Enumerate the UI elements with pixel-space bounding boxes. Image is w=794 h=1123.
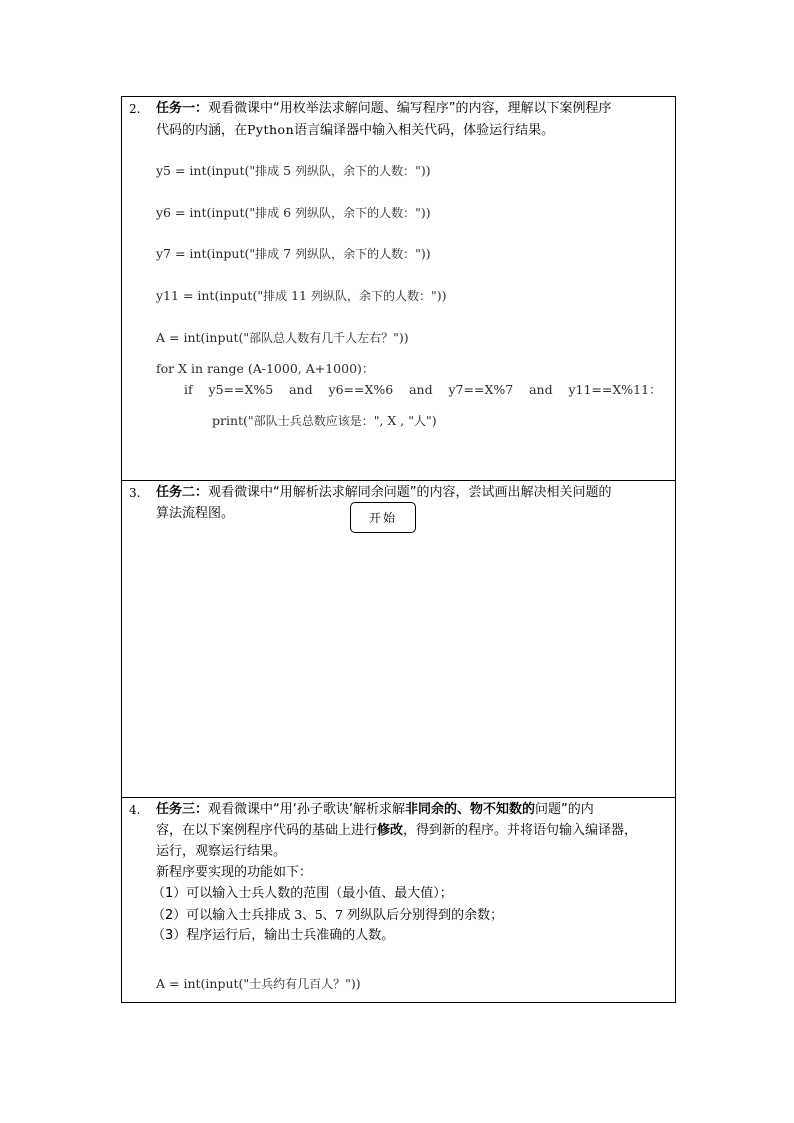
task2-line2-b: 语言编译器中输入相关代码，体验运行结果。: [294, 123, 555, 138]
code-line-y7: [156, 245, 431, 263]
code-print-mid: ", X , ": [373, 413, 414, 428]
task3-cell: [122, 481, 676, 798]
task3-line2: 算法流程图。: [156, 506, 235, 521]
task4-line1-b: 问题”的内: [535, 802, 594, 817]
code-line-for: for X in range (A-1000, A+1000)：: [156, 361, 375, 376]
task4-line1-bold: 非同余的、物不知数的: [405, 802, 536, 817]
code-print-pre: print(": [212, 413, 254, 428]
code-y7-cjk2: 列纵队，余下的人数：: [295, 247, 416, 261]
task4-requirement-2: [152, 905, 503, 926]
task4-requirement-1: （1）可以输入士兵人数的范围（最小值、最大值）；: [152, 886, 453, 901]
task4-line2: [156, 821, 637, 841]
code-y7-post: ")): [415, 246, 431, 261]
task4-line2-bold: 修改: [377, 823, 404, 838]
code-y5-pre: y5 = int(input(": [156, 163, 256, 178]
code-y5-cjk: 排成: [255, 164, 280, 178]
code-line-y6: [156, 204, 431, 222]
code-print-cjk: 部队士兵总数应该是：: [253, 414, 374, 428]
task4-req2-a: （2）可以输入士兵排成: [152, 908, 291, 923]
task3-line1: [156, 483, 612, 503]
code-line-if: if y5==X%5 and y6==X%6 and y7==X%7 and y11==X%11：: [184, 382, 662, 397]
code-y7-pre: y7 = int(input(": [156, 246, 256, 261]
task2-line2-python: Python: [247, 122, 295, 137]
code-y11-pre: y11 = int(input(": [156, 288, 264, 303]
code-y5-post: ")): [415, 163, 431, 178]
code-y6-num: 6: [279, 205, 296, 220]
code-y5-num: 5: [279, 163, 296, 178]
code-a-post: ")): [393, 330, 409, 345]
task4-line4: 新程序要实现的功能如下：: [156, 865, 313, 880]
task4-line2-b: ，得到新的程序。并将语句输入编译器，: [403, 823, 638, 838]
code-print-cjk2: 人: [413, 414, 426, 428]
code-y6-cjk2: 列纵队，余下的人数：: [295, 206, 416, 220]
task4-line1: [156, 800, 594, 820]
task4-line3: 运行，观察运行结果。: [156, 844, 287, 859]
code-y11-cjk: 排成: [263, 289, 288, 303]
task2-line1: [156, 99, 612, 119]
code-a-pre: A = int(input(": [156, 330, 250, 345]
task2-title: 任务一：: [156, 101, 209, 116]
code-y11-post: ")): [430, 288, 447, 303]
task3-title: 任务二：: [156, 485, 209, 500]
code-line-a: [156, 329, 409, 347]
task-table: [121, 96, 676, 1003]
code-line-y11: [156, 287, 447, 305]
task4-code-pre: A = int(input(": [156, 976, 250, 991]
task4-title: 任务三：: [156, 802, 209, 817]
code-y5-cjk2: 列纵队，余下的人数：: [295, 164, 416, 178]
task4-number: 4.: [129, 803, 141, 817]
task4-code-post: ")): [345, 976, 361, 991]
task4-code-line-a: [156, 975, 361, 993]
code-y6-pre: y6 = int(input(": [156, 205, 256, 220]
code-a-cjk: 部队总人数有几千人左右？: [249, 331, 394, 345]
task2-cell: [122, 97, 676, 481]
task2-line2: [156, 120, 554, 141]
task4-cell: [122, 798, 676, 1003]
task4-req2-b: 列纵队后分别得到的余数；: [347, 908, 504, 923]
code-y7-cjk: 排成: [255, 247, 280, 261]
task3-line1-text: 观看微课中“用解析法求解同余问题”的内容，尝试画出解决相关问题的: [208, 485, 612, 500]
task4-line2-a: 容，在以下案例程序代码的基础上进行: [156, 823, 378, 838]
code-line-print: [212, 412, 437, 430]
task2-number: 2.: [129, 102, 141, 116]
task3-number: 3.: [129, 486, 141, 500]
code-y7-num: 7: [279, 246, 296, 261]
task4-requirement-3: （3）程序运行后，输出士兵准确的人数。: [152, 928, 395, 943]
code-y6-post: ")): [415, 205, 431, 220]
task4-line1-a: 观看微课中“用‘孙子歌诀’解析求解: [208, 802, 406, 817]
task4-code-cjk: 士兵约有几百人？: [249, 977, 346, 991]
task2-line1-text: 观看微课中“用枚举法求解问题、编写程序”的内容，理解以下案例程序: [208, 101, 612, 116]
task4-req2-nums: 3、5、7: [290, 907, 348, 922]
task2-line2-a: 代码的内涵，在: [156, 123, 248, 138]
flowchart-start-box: 开始: [350, 502, 416, 533]
code-y11-num: 11: [287, 288, 311, 303]
code-y6-cjk: 排成: [255, 206, 280, 220]
code-print-post: "): [425, 413, 437, 428]
code-y11-cjk2: 列纵队，余下的人数：: [310, 289, 431, 303]
code-line-y5: [156, 162, 431, 180]
